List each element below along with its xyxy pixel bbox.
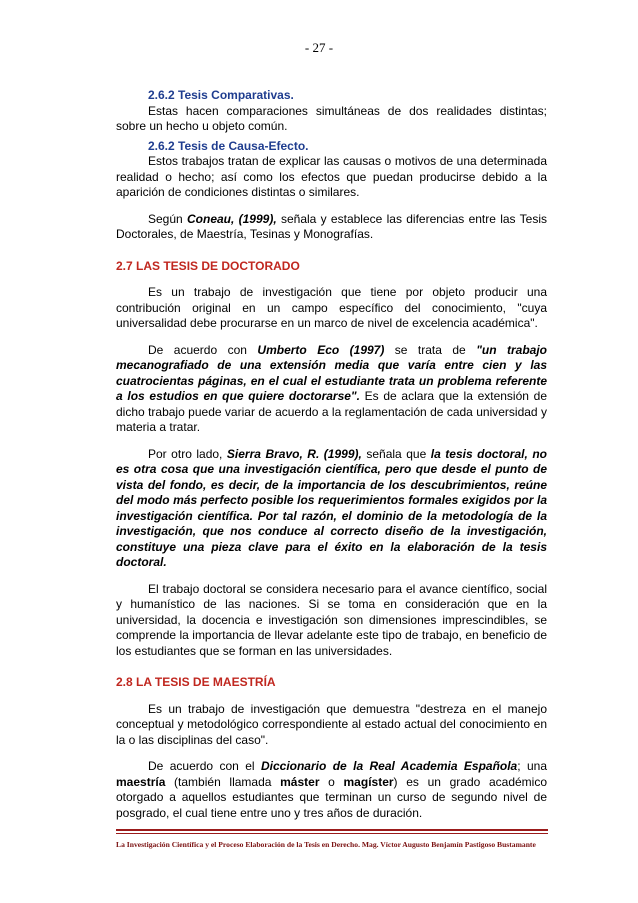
footer-rule-thin	[116, 833, 548, 834]
author-citation: Sierra Bravo, R. (1999),	[226, 446, 362, 461]
quote-text: "un trabajo mecanografiado de una extensión media que varía entre cien y las cuatrocientas páginas, en el cual el estudiante trata un problema referente a los estudios en que quiere doctorarse".	[116, 342, 547, 403]
author-citation: Coneau, (1999),	[187, 211, 277, 226]
text-run: Por otro lado,	[148, 446, 227, 461]
paragraph-maestria-1: Es un trabajo de investigación que demuestra "destreza en el manejo conceptual y metodológico correspondiente al estado actual del conocimiento en la o las disciplinas del caso".	[116, 701, 547, 747]
paragraph-doctorado-4: El trabajo doctoral se considera necesario para el avance científico, social y humanístico de las naciones. Si se toma en consideración que en la universidad, la docencia e investigación son dimensiones imprescindibles, se comprende la importancia de llevar adelante este tipo de trabajo, en beneficio de los estudiantes que se forman en las universidades.	[116, 581, 547, 658]
paragraph-doctorado-1: Es un trabajo de investigación que tiene por objeto producir una contribución original en un campo específico del conocimiento, "cuya universalidad debe procurarse en un marco de nivel de excelencia académica".	[116, 285, 547, 330]
section-heading-text: 2.7 LAS TESIS DE DOCTORADO	[116, 258, 300, 273]
author-citation: Umberto Eco (1997)	[257, 342, 385, 357]
footer-text: La Investigación Científica y el Proceso Elaboración de la Tesis en Derecho. Mag. Víctor Augusto Benjamín Pastigoso Bustamante	[116, 840, 536, 849]
text-run: De acuerdo con el	[148, 759, 261, 773]
section-heading-doctorado	[116, 259, 547, 275]
paragraph-doctorado-3	[116, 447, 547, 571]
text-run: ) es un grado académico otorgado a aquellos estudiantes que terminan un curso de segundo nivel de posgrado, el cual tiene entre uno y tres años de duración.	[116, 774, 547, 820]
section-heading-text: 2.8 LA TESIS DE MAESTRÍA	[116, 675, 276, 689]
term: máster	[280, 774, 320, 789]
text-run: De acuerdo con	[148, 342, 258, 357]
text-run: ; una	[517, 759, 547, 773]
text-run: Según	[148, 211, 187, 226]
footer-rule	[116, 829, 548, 831]
source-citation: Diccionario de la Real Academia Española	[260, 759, 518, 773]
section-heading-maestria	[116, 675, 547, 691]
subsection-title-comparativas	[116, 88, 547, 104]
paragraph-coneau	[116, 212, 547, 243]
subsection-title-causa-efecto	[116, 139, 547, 155]
text-run: se trata de	[384, 342, 477, 357]
term: magíster	[343, 774, 394, 789]
text-run: Es de aclara que la extensión de dicho trabajo puede variar de acuerdo a la reglamentación de cada universidad y materia a tratar.	[116, 389, 547, 434]
page-content	[116, 88, 547, 821]
subsection-title-text: 2.6.2 Tesis de Causa-Efecto.	[148, 138, 309, 153]
text-run: señala que	[361, 446, 431, 461]
paragraph-comparativas: Estas hacen comparaciones simultáneas de dos realidades distintas; sobre un hecho u objeto común.	[116, 103, 547, 133]
text-run: o	[319, 774, 344, 789]
paragraph-maestria-2	[116, 759, 547, 821]
subsection-title-text: 2.6.2 Tesis Comparativas.	[148, 88, 294, 102]
paragraph-doctorado-2	[116, 343, 547, 436]
page-number: - 27 -	[304, 40, 334, 55]
text-run: (también llamada	[165, 774, 281, 789]
paragraph-causa-efecto: Estos trabajos tratan de explicar las causas o motivos de una determinada realidad o hecho; así como los efectos que puedan producirse debido a la aparición de condiciones distintas o similares.	[116, 154, 547, 199]
quote-text: la tesis doctoral, no es otra cosa que una investigación científica, pero que desde el punto de vista del fondo, es decir, de la importancia de los descubrimientos, reúne del modo más perfecto posible los requerimientos formales exigidos por la investigación científica. Por tal razón, el dominio de la metodología de la investigación, que nos conduce al correcto diseño de la investigación, constituye una pieza clave para el éxito en la elaboración de la tesis doctoral.	[116, 446, 547, 569]
term: maestría	[116, 774, 166, 789]
text-run: señala y establece las diferencias entre las Tesis Doctorales, de Maestría, Tesinas y Monografías.	[116, 211, 547, 241]
